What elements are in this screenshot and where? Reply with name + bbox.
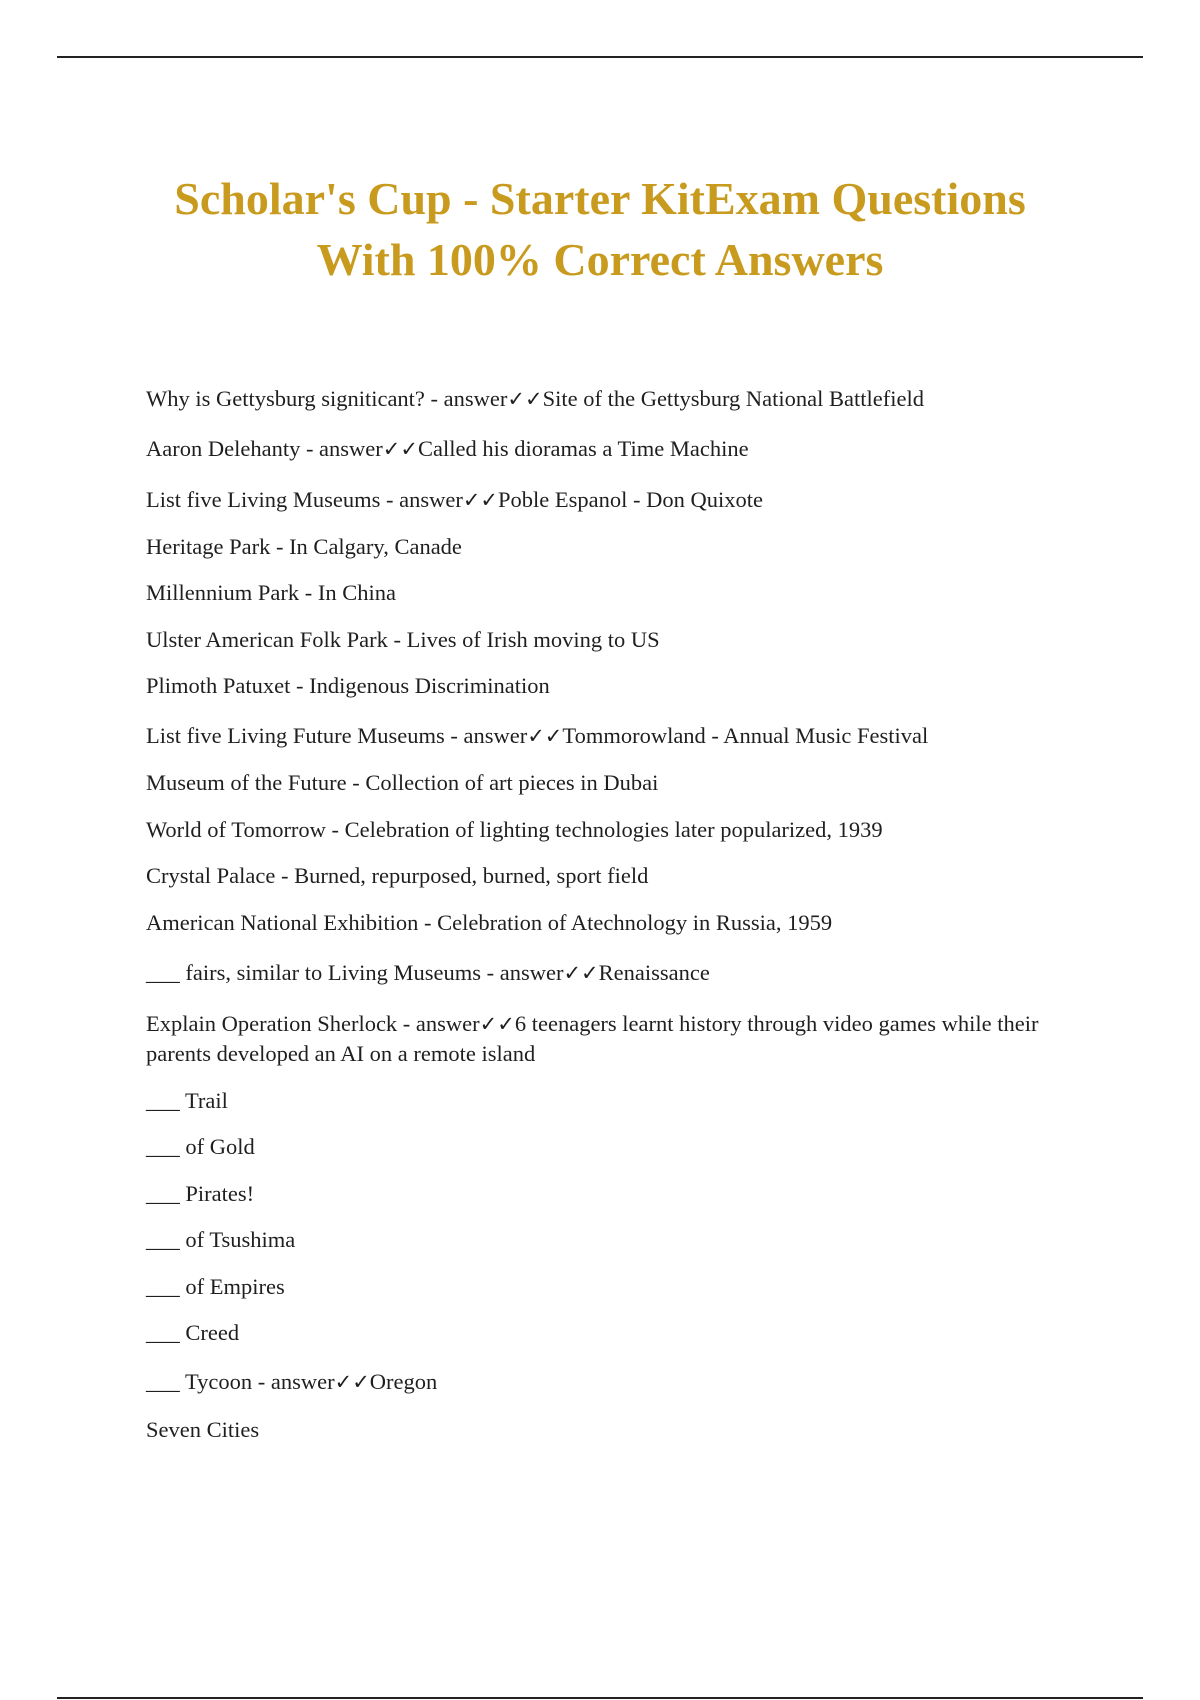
- answer-text: Oregon: [369, 1369, 438, 1394]
- list-item: ___ Pirates!: [146, 1181, 255, 1206]
- top-rule: [57, 56, 1143, 58]
- question-text: Explain Operation Sherlock - answer: [146, 1011, 480, 1036]
- check-icon: ✓✓: [462, 488, 499, 512]
- list-item: American National Exhibition - Celebration of Atechnology in Russia, 1959: [146, 910, 833, 935]
- list-item: ___ Trail: [146, 1088, 228, 1113]
- qa-item: [146, 384, 1076, 414]
- qa-item: [146, 1009, 1076, 1069]
- list-item: Crystal Palace - Burned, repurposed, burned, sport field: [146, 863, 649, 888]
- check-icon: ✓✓: [334, 1370, 370, 1394]
- list-item: Millennium Park - In China: [146, 580, 396, 605]
- answer-text: Site of the Gettysburg National Battlefield: [542, 386, 924, 411]
- list-item: Plimoth Patuxet - Indigenous Discrimination: [146, 673, 550, 698]
- list-item: ___ of Empires: [146, 1274, 285, 1299]
- answer-text: Poble Espanol - Don Quixote: [498, 487, 763, 512]
- question-text: ___ fairs, similar to Living Museums - answer: [146, 960, 564, 985]
- list-item: Museum of the Future - Collection of art pieces in Dubai: [146, 770, 659, 795]
- question-text: ___ Tycoon - answer: [146, 1369, 335, 1394]
- qa-item: [146, 958, 1076, 988]
- check-icon: ✓✓: [382, 437, 418, 461]
- answer-text: Tommorowland - Annual Music Festival: [562, 723, 929, 748]
- answer-text: Renaissance: [598, 960, 710, 985]
- document-title: [100, 168, 1100, 290]
- check-icon: ✓✓: [507, 387, 543, 411]
- qa-item: [146, 485, 1076, 515]
- qa-item: [146, 434, 1076, 464]
- check-icon: ✓✓: [527, 724, 563, 748]
- check-icon: ✓✓: [563, 961, 599, 985]
- list-item: Heritage Park - In Calgary, Canade: [146, 534, 462, 559]
- check-icon: ✓✓: [479, 1012, 515, 1036]
- list-item: Seven Cities: [146, 1417, 260, 1442]
- list-item: ___ of Tsushima: [146, 1227, 296, 1252]
- list-item: World of Tomorrow - Celebration of lighting technologies later popularized, 1939: [146, 817, 883, 842]
- question-text: Aaron Delehanty - answer: [146, 436, 383, 461]
- list-item: Ulster American Folk Park - Lives of Irish moving to US: [146, 627, 660, 652]
- question-text: Why is Gettysburg signiticant? - answer: [146, 386, 508, 411]
- answer-text: 6 teenagers learnt history through video games while their parents developed an AI on a remote island: [146, 1011, 1039, 1066]
- list-item: ___ of Gold: [146, 1134, 255, 1159]
- bottom-rule: [57, 1697, 1143, 1699]
- question-text: List five Living Museums - answer: [146, 487, 463, 512]
- list-item: ___ Creed: [146, 1320, 240, 1345]
- title-line-1: Scholar's Cup - Starter KitExam Questions: [174, 173, 1026, 224]
- qa-item: [146, 1367, 1076, 1397]
- qa-item: [146, 721, 1076, 751]
- title-line-2: With 100% Correct Answers: [316, 234, 884, 285]
- answer-text: Called his dioramas a Time Machine: [417, 436, 749, 461]
- question-text: List five Living Future Museums - answer: [146, 723, 528, 748]
